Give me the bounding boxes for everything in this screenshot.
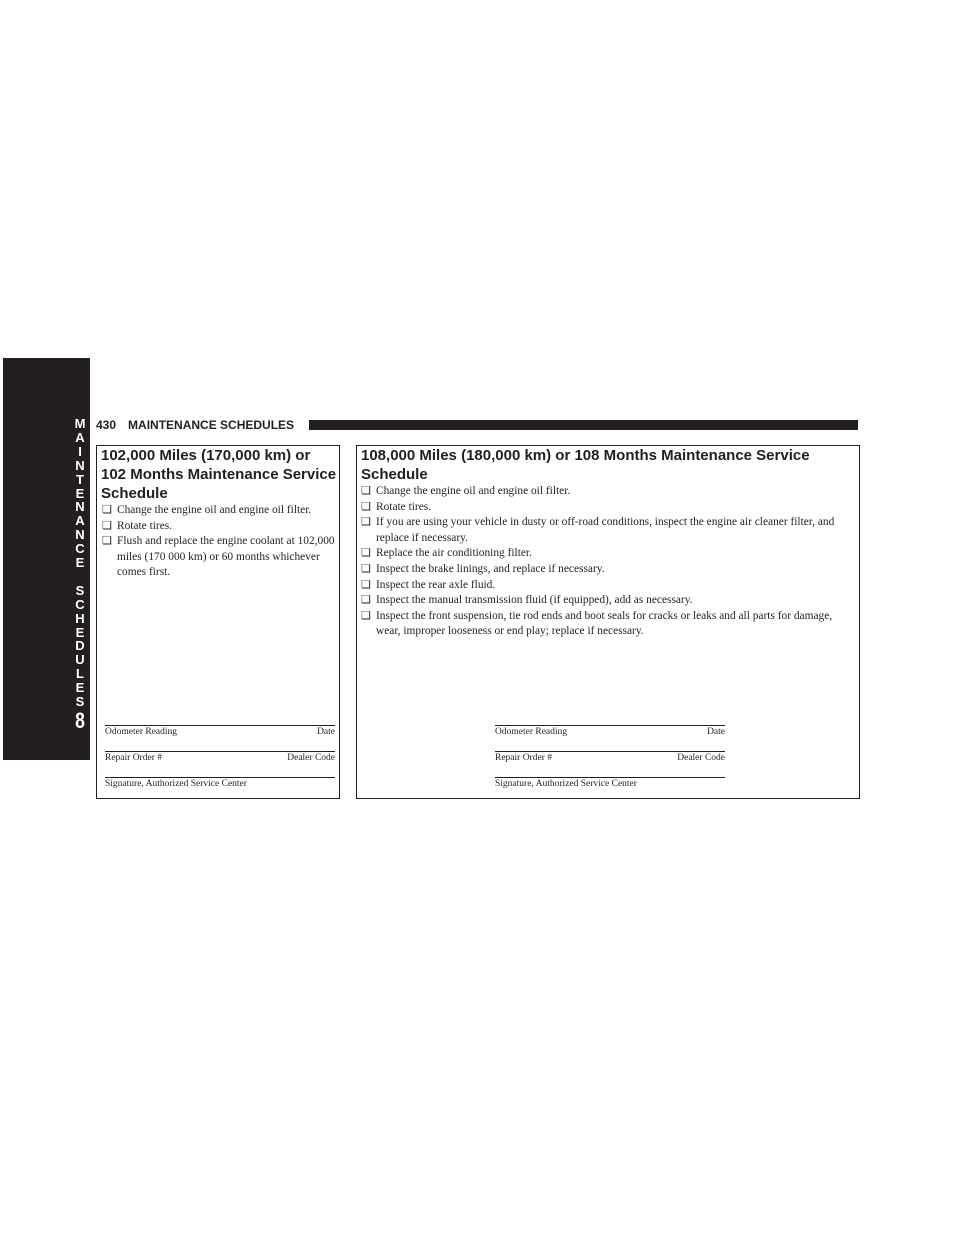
side-letter: N bbox=[75, 499, 85, 515]
schedule-box-108000 bbox=[356, 445, 860, 799]
side-letter: H bbox=[75, 610, 85, 626]
page-number: 430 bbox=[96, 418, 117, 432]
checkbox-icon: ❑ bbox=[102, 504, 112, 516]
side-letter: S bbox=[75, 582, 85, 598]
checklist-item bbox=[102, 519, 335, 535]
checklist-item bbox=[361, 578, 851, 594]
side-tab-letters bbox=[70, 417, 90, 709]
checklist-item bbox=[102, 503, 335, 519]
signature-label: Date bbox=[317, 727, 335, 737]
side-letter: A bbox=[75, 513, 85, 529]
side-letter: U bbox=[75, 652, 85, 668]
signature-label: Repair Order # bbox=[495, 753, 552, 763]
side-letter-gap bbox=[70, 570, 90, 584]
checklist-item bbox=[361, 484, 851, 500]
side-letter: N bbox=[75, 457, 85, 473]
signature-row bbox=[495, 751, 725, 777]
signature-label: Repair Order # bbox=[105, 753, 162, 763]
schedule-box-102000 bbox=[96, 445, 340, 799]
checklist-item bbox=[361, 593, 851, 609]
signature-row bbox=[105, 777, 335, 803]
signature-row bbox=[105, 751, 335, 777]
side-letter: E bbox=[75, 485, 85, 501]
signature-label: Dealer Code bbox=[677, 753, 725, 763]
checklist-item-text: Inspect the brake linings, and replace if necessary. bbox=[376, 562, 605, 575]
side-letter: D bbox=[75, 638, 85, 654]
side-letter: T bbox=[76, 471, 84, 487]
checklist-item bbox=[361, 546, 851, 562]
side-letter: E bbox=[75, 680, 85, 696]
signature-label: Odometer Reading bbox=[495, 727, 568, 737]
signature-row bbox=[495, 725, 725, 751]
header-rule bbox=[309, 420, 858, 430]
side-letter: A bbox=[75, 429, 85, 445]
signature-label: Odometer Reading bbox=[105, 727, 178, 737]
page-header bbox=[96, 416, 294, 434]
checklist-item bbox=[361, 500, 851, 516]
signature-block bbox=[105, 725, 335, 803]
checkbox-icon: ❑ bbox=[361, 594, 371, 607]
checkbox-icon: ❑ bbox=[102, 519, 112, 532]
checklist-item bbox=[361, 609, 851, 640]
signature-label: Dealer Code bbox=[287, 753, 335, 763]
checklist bbox=[102, 503, 335, 581]
checklist-item-text: Rotate tires. bbox=[117, 519, 173, 532]
side-letter: N bbox=[75, 527, 85, 543]
checkbox-icon: ❑ bbox=[361, 485, 371, 497]
signature-row bbox=[495, 777, 725, 803]
checkbox-icon: ❑ bbox=[361, 547, 371, 560]
checkbox-icon: ❑ bbox=[361, 578, 371, 591]
checkbox-icon: ❑ bbox=[361, 609, 371, 622]
section-title: MAINTENANCE SCHEDULES bbox=[128, 418, 295, 432]
checklist-item-text: Inspect the manual transmission fluid (if equipped), add as necessary. bbox=[376, 594, 693, 607]
side-letter: E bbox=[75, 555, 85, 571]
checklist-item-text: Change the engine oil and engine oil filter. bbox=[376, 485, 571, 497]
side-letter: I bbox=[78, 443, 82, 459]
checklist bbox=[361, 484, 851, 640]
checkbox-icon: ❑ bbox=[102, 535, 112, 548]
signature-block bbox=[495, 725, 725, 803]
signature-label: Signature, Authorized Service Center bbox=[495, 779, 637, 789]
side-letter: C bbox=[75, 596, 85, 612]
checklist-item bbox=[361, 515, 851, 546]
signature-label: Signature, Authorized Service Center bbox=[105, 779, 247, 789]
side-letter: L bbox=[76, 666, 84, 682]
checklist-item-text: Change the engine oil and engine oil filter. bbox=[117, 504, 312, 516]
checklist-item-text: If you are using your vehicle in dusty or off-road conditions, inspect the engine air cleaner filter, and replace if necessary. bbox=[376, 516, 835, 544]
signature-label: Date bbox=[707, 727, 725, 737]
checklist-item-text: Replace the air conditioning filter. bbox=[376, 547, 532, 560]
schedule-title: 108,000 Miles (180,000 km) or 108 Months Maintenance Service Schedule bbox=[361, 447, 810, 483]
checkbox-icon: ❑ bbox=[361, 562, 371, 575]
checklist-item bbox=[361, 562, 851, 578]
side-letter: M bbox=[74, 416, 86, 431]
checkbox-icon: ❑ bbox=[361, 500, 371, 513]
side-letter: E bbox=[75, 624, 85, 640]
checklist-item-text: Inspect the front suspension, tie rod ends and boot seals for cracks or leaks and all parts for damage, wear, improper looseness or end play; replace if necessary. bbox=[376, 609, 833, 638]
signature-row bbox=[105, 725, 335, 751]
checklist-item-text: Inspect the rear axle fluid. bbox=[376, 578, 496, 591]
checklist-item bbox=[102, 534, 335, 581]
checklist-item-text: Flush and replace the engine coolant at 102,000 miles (170 000 km) or 60 months whichever comes first. bbox=[117, 535, 335, 579]
checklist-item-text: Rotate tires. bbox=[376, 500, 432, 513]
schedule-title: 102,000 Miles (170,000 km) or 102 Months Maintenance Service Schedule bbox=[101, 447, 337, 502]
checkbox-icon: ❑ bbox=[361, 516, 371, 529]
side-letter: C bbox=[75, 541, 85, 557]
chapter-number: 8 bbox=[75, 708, 85, 733]
side-letter: S bbox=[75, 694, 85, 710]
